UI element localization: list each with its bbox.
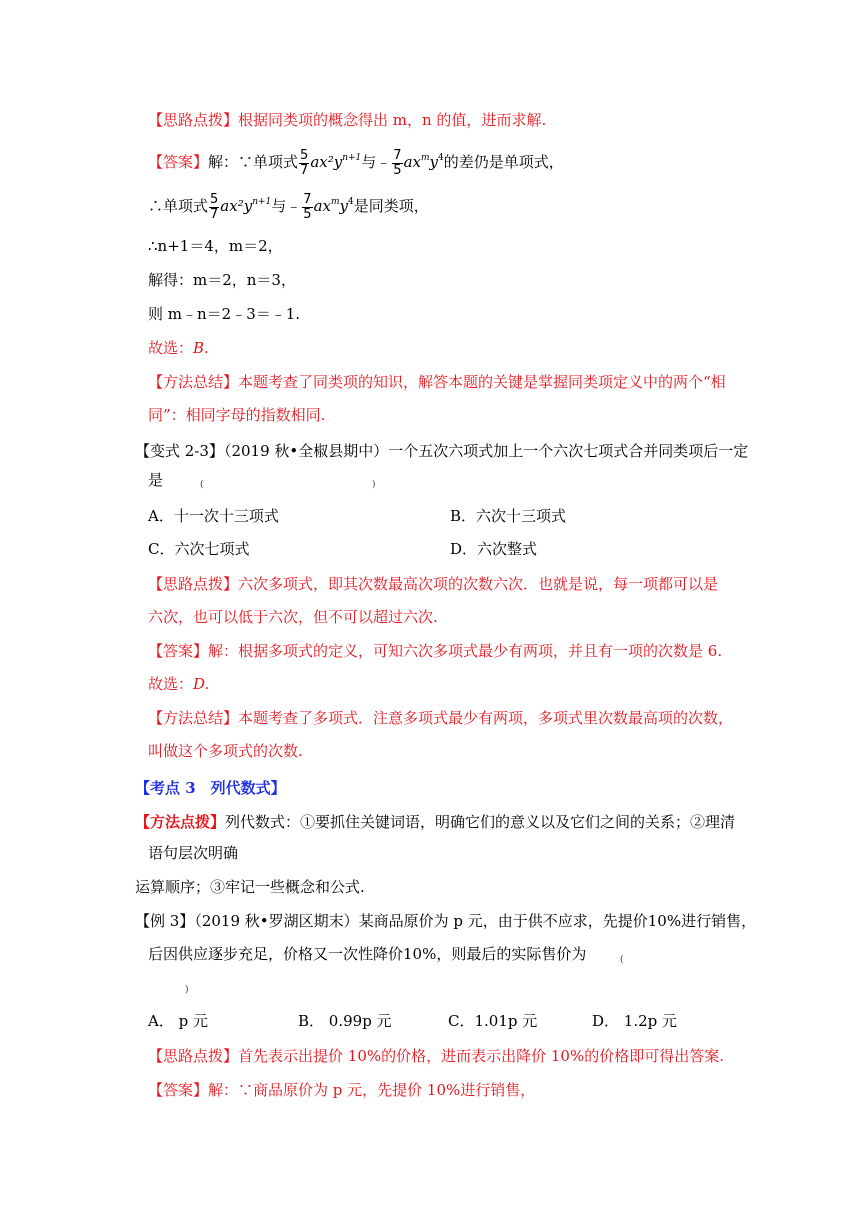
fraction-7-5: $\frac{7}{5}$	[393, 147, 402, 178]
choose-label: 故选：	[148, 339, 194, 357]
summary-line-2: 同”：相同字母的指数相同.	[148, 406, 326, 424]
variant-text: （2019 秋•全椒县期中）一个五次六项式加上一个六次七项式合并同类项后一定	[223, 442, 749, 460]
answer-label: 【答案】	[148, 153, 209, 171]
monomial-1: ax²y	[220, 197, 253, 215]
option-c: C．六次七项式	[148, 540, 250, 558]
choose-line	[148, 338, 209, 358]
example3-hint-label: 【思路点拨】	[148, 1047, 239, 1065]
variant-hint-line-1	[148, 574, 718, 594]
variant-title-line2: 是	[148, 471, 164, 489]
example3-option-d: D． 1.2p 元	[592, 1012, 678, 1030]
answer-line-5: 则 m﹣n＝2﹣3＝﹣1.	[148, 305, 301, 323]
answer-tail: 的差仍是单项式，	[443, 153, 564, 171]
summary-label: 【方法总结】	[148, 373, 239, 391]
monomial-2-exp-m: m	[420, 153, 430, 163]
hint-line	[148, 110, 546, 130]
with-minus: 与﹣	[271, 197, 302, 215]
variant-summary-line-2: 叫做这个多项式的次数.	[148, 742, 303, 760]
method-text-1: 列代数式：①要抓住关键词语，明确它们的意义以及它们之间的关系；②理清	[225, 813, 736, 831]
variant-hint-label: 【思路点拨】	[148, 575, 239, 593]
example3-answer-line	[148, 1080, 535, 1100]
summary-text-1: 本题考查了同类项的知识，解答本题的关键是掌握同类项定义中的两个“相	[238, 373, 726, 391]
variant-answer-text: 解：根据多项式的定义，可知六次多项式最少有两项，并且有一项的次数是 6.	[208, 642, 723, 660]
variant-choose-line	[148, 674, 209, 694]
line2-lead: ∴单项式	[148, 197, 209, 215]
answer-line-4: 解得：m＝2，n＝3，	[148, 271, 296, 289]
monomial-2: ax	[313, 197, 331, 215]
variant-hint-text-1: 六次多项式，即其次数最高次项的次数六次．也就是说，每一项都可以是	[238, 575, 719, 593]
fraction-7-5: $\frac{7}{5}$	[303, 191, 312, 222]
monomial-2-exp-4: 4	[438, 153, 444, 163]
answer-paren-left: (	[200, 480, 204, 490]
monomial-2-y: y	[429, 153, 439, 171]
line2-tail: 是同类项，	[353, 197, 429, 215]
example3-paren-left: (	[620, 955, 624, 965]
method-line-2: 语句层次明确	[148, 844, 239, 862]
monomial-2-exp-4: 4	[348, 197, 354, 207]
monomial-1-exponent: n+1	[342, 153, 362, 163]
option-a: A．十一次十三项式	[148, 507, 279, 525]
monomial-2: ax	[403, 153, 421, 171]
example3-label: 【例 3】	[135, 912, 195, 930]
example3-hint-text: 首先表示出提价 10%的价格，进而表示出降价 10%的价格即可得出答案.	[238, 1047, 725, 1065]
example3-paren-right: )	[185, 985, 189, 995]
answer-line-3: ∴n+1＝4，m＝2，	[148, 237, 283, 255]
variant-summary-label: 【方法总结】	[148, 709, 239, 727]
monomial-2-y: y	[339, 197, 348, 215]
method-line-3: 运算顺序；③牢记一些概念和公式.	[135, 878, 365, 896]
hint-label: 【思路点拨】	[148, 111, 239, 129]
variant-choose-label: 故选：	[148, 675, 194, 693]
variant-title	[135, 441, 748, 461]
method-line-1	[135, 812, 735, 832]
variant-hint-line-2: 六次，也可以低于六次，但不可以超过六次.	[148, 608, 438, 626]
with-minus: 与﹣	[361, 153, 392, 171]
example3-answer-label: 【答案】	[148, 1081, 209, 1099]
variant-label: 【变式 2-3】	[135, 442, 224, 460]
monomial-1: ax²y	[310, 153, 343, 171]
example3-option-c: C．1.01p 元	[448, 1012, 538, 1030]
fraction-5-7: $\frac{5}{7}$	[210, 191, 219, 222]
option-d: D．六次整式	[450, 540, 538, 558]
variant-summary-line-1	[148, 708, 733, 728]
variant-answer-label: 【答案】	[148, 642, 209, 660]
variant-answer-line	[148, 641, 722, 661]
example3-title	[135, 911, 756, 931]
fraction-5-7: $\frac{5}{7}$	[300, 147, 309, 178]
variant-choose-value: D.	[193, 675, 210, 693]
example3-option-a: A． p 元	[148, 1012, 208, 1030]
summary-line-1	[148, 372, 726, 392]
answer-line	[148, 148, 564, 178]
example3-answer-text: 解：∵商品原价为 p 元，先提价 10%进行销售，	[208, 1081, 536, 1099]
choose-value: B.	[193, 339, 209, 357]
monomial-2-exp-m: m	[330, 197, 340, 207]
section-title: 【考点 3 列代数式】	[135, 779, 286, 797]
variant-summary-text-1: 本题考查了多项式．注意多项式最少有两项，多项式里次数最高项的次数，	[238, 709, 734, 727]
method-label: 【方法点拨】	[135, 813, 226, 831]
example3-option-b: B． 0.99p 元	[298, 1012, 392, 1030]
answer-line-2	[148, 192, 429, 222]
hint-text: 根据同类项的概念得出 m，n 的值，进而求解.	[238, 111, 547, 129]
example3-hint-line	[148, 1046, 724, 1066]
option-b: B．六次十三项式	[450, 507, 567, 525]
answer-paren-right: )	[372, 480, 376, 490]
example3-title-line2: 后因供应逐步充足，价格又一次性降价10%，则最后的实际售价为	[148, 945, 587, 963]
answer-lead: 解：∵单项式	[208, 153, 299, 171]
example3-text: （2019 秋•罗湖区期末）某商品原价为 p 元，由于供不应求，先提价10%进行销售，	[194, 912, 757, 930]
monomial-1-exponent: n+1	[252, 197, 272, 207]
